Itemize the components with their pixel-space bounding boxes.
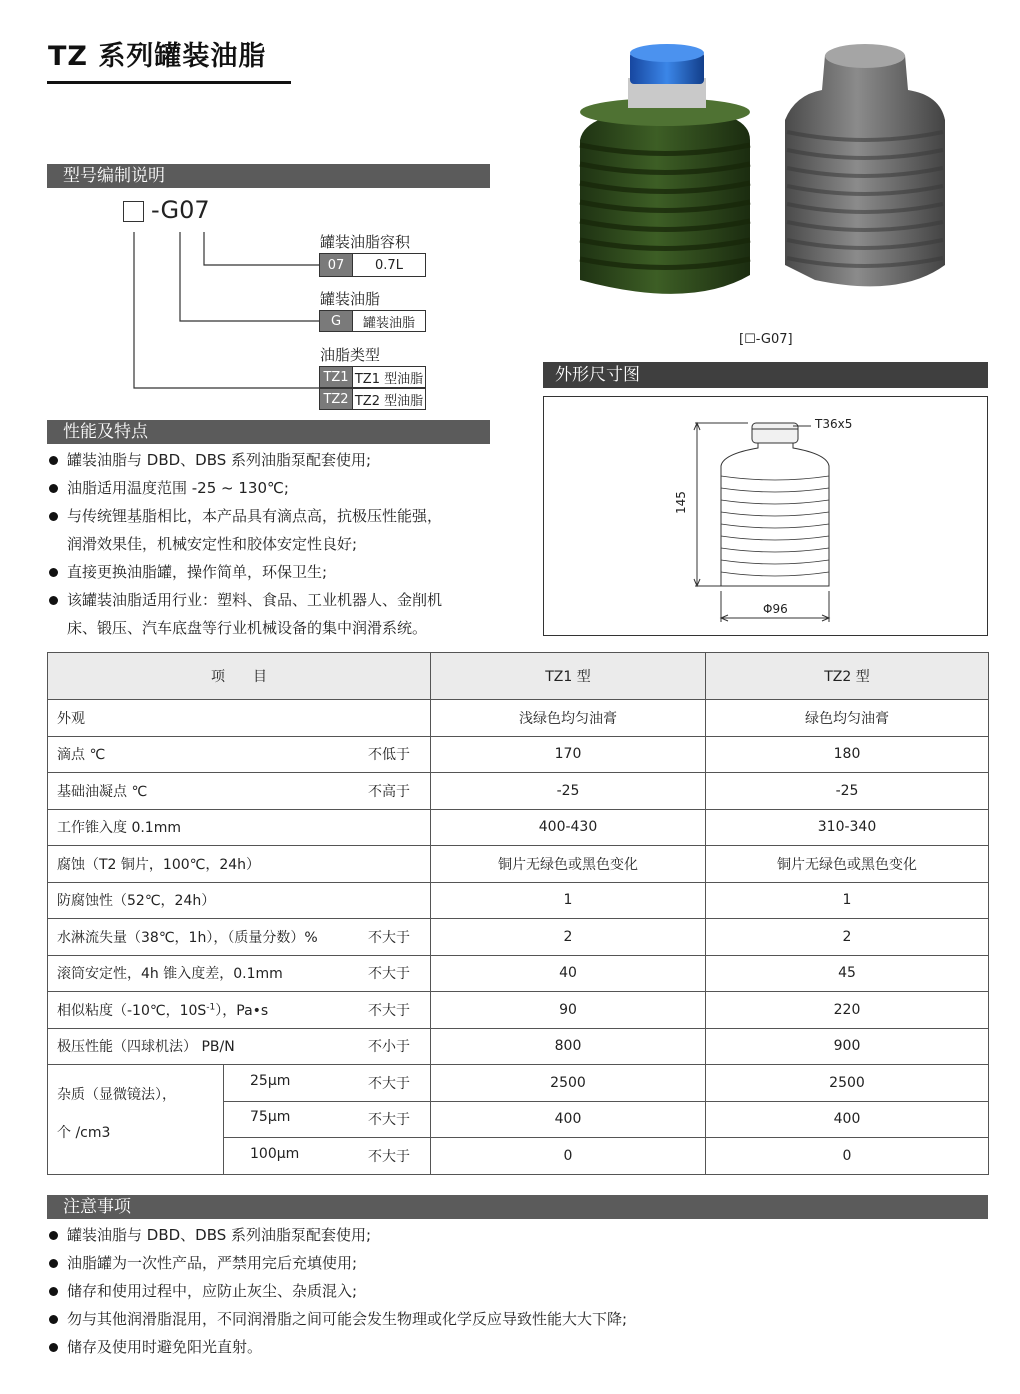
feature-item: 罐装油脂与 DBD、DBS 系列油脂泵配套使用;: [47, 446, 507, 474]
green-grease-can: [580, 78, 750, 294]
product-photo: [570, 40, 970, 310]
tz2-value: 180: [706, 736, 989, 773]
product-caption: [☐-G07]: [739, 332, 793, 347]
thread-label: T36x5: [815, 417, 853, 431]
tz2-value: 铜片无绿色或黑色变化: [706, 846, 989, 883]
impurity-label: 杂质（显微镜法）， 个 /cm3: [48, 1065, 224, 1175]
tz2-value: -25: [706, 773, 989, 810]
spec-table: [47, 652, 989, 1175]
tz1-value: -25: [431, 773, 706, 810]
tz1-value: 1: [431, 882, 706, 919]
row-item: 滴点 ℃ 不低于: [48, 736, 431, 773]
dimension-drawing: [543, 396, 988, 636]
row-item: 外观: [48, 700, 431, 737]
table-header-row: [48, 653, 989, 700]
note-item: 罐装油脂与 DBD、DBS 系列油脂泵配套使用;: [47, 1221, 988, 1249]
tz2-value: 绿色均匀油膏: [706, 700, 989, 737]
type-value: TZ2 型油脂: [353, 389, 425, 409]
header-tz1: TZ1 型: [431, 653, 706, 700]
height-label: 145: [674, 491, 688, 514]
leader-volume: [204, 232, 320, 265]
grey-grease-can: [785, 44, 945, 286]
leader-grease: [180, 232, 320, 321]
table-row: [48, 919, 989, 956]
row-item: 水淋流失量（38℃，1h），（质量分数）% 不大于: [48, 919, 431, 956]
header-item: 项 目: [48, 653, 431, 700]
tz2-value: 900: [706, 1028, 989, 1065]
type-value: TZ1 型油脂: [353, 367, 425, 387]
feature-item: 直接更换油脂罐，操作简单，环保卫生;: [47, 558, 507, 586]
impurity-size: 75μm 不大于: [224, 1101, 431, 1138]
dimension-heading: 外形尺寸图: [543, 362, 988, 388]
feature-item-continuation: 床、锻压、汽车底盘等行业机械设备的集中润滑系统。: [67, 619, 428, 637]
type-label: 油脂类型: [320, 346, 381, 364]
tz1-value: 2: [431, 919, 706, 956]
row-item: 工作锥入度 0.1mm: [48, 809, 431, 846]
volume-label: 罐装油脂容积: [320, 233, 411, 251]
row-item: 基础油凝点 ℃ 不高于: [48, 773, 431, 810]
tz1-value: 400: [431, 1101, 706, 1138]
tz2-value: 0: [706, 1138, 989, 1175]
features-heading: 性能及特点: [47, 420, 490, 444]
tz2-value: 400: [706, 1101, 989, 1138]
table-row: [48, 1065, 989, 1102]
note-item: 储存和使用过程中，应防止灰尘、杂质混入;: [47, 1277, 988, 1305]
feature-item: 该罐装油脂适用行业：塑料、食品、工业机器人、金削机: [47, 586, 507, 614]
table-row: [48, 882, 989, 919]
impurity-size: 25μm 不大于: [224, 1065, 431, 1102]
tz1-value: 400-430: [431, 809, 706, 846]
impurity-size: 100μm 不大于: [224, 1138, 431, 1175]
feature-item-continuation: 润滑效果佳，机械安定性和胶体安定性良好;: [67, 535, 358, 553]
grease-row: [319, 310, 426, 332]
tz1-value: 0: [431, 1138, 706, 1175]
volume-key: 07: [320, 254, 353, 276]
table-row: [48, 992, 989, 1029]
notes-list: [47, 1221, 988, 1361]
tz1-value: 170: [431, 736, 706, 773]
volume-row: [319, 253, 426, 277]
row-item: 相似粘度（-10℃，$10S^{-1}$），Pa•s 不大于: [48, 992, 431, 1029]
grease-label: 罐装油脂: [320, 290, 381, 308]
table-row: [48, 955, 989, 992]
note-item: 勿与其他润滑脂混用，不同润滑脂之间可能会发生物理或化学反应导致性能大大下降;: [47, 1305, 988, 1333]
row-item: 极压性能（四球机法） PB/N 不小于: [48, 1028, 431, 1065]
blue-cap: [630, 44, 704, 84]
header-tz2: TZ2 型: [706, 653, 989, 700]
grease-key: G: [320, 311, 353, 331]
note-item: 储存及使用时避免阳光直射。: [47, 1333, 988, 1361]
tz1-value: 90: [431, 992, 706, 1029]
feature-item: 与传统锂基脂相比，本产品具有滴点高，抗极压性能强，: [47, 502, 507, 530]
notes-heading: 注意事项: [47, 1195, 988, 1219]
volume-value: 0.7L: [353, 254, 425, 276]
type-row-tz2: [319, 388, 426, 410]
tz2-value: 1: [706, 882, 989, 919]
row-item: 防腐蚀性（52℃，24h）: [48, 882, 431, 919]
tz2-value: 2500: [706, 1065, 989, 1102]
table-row: [48, 846, 989, 883]
type-key: TZ1: [320, 367, 353, 387]
table-row: [48, 773, 989, 810]
row-item: 腐蚀（T2 铜片，100℃，24h）: [48, 846, 431, 883]
feature-item: 油脂适用温度范围 -25 ~ 130℃;: [47, 474, 507, 502]
diameter-label: Φ96: [763, 602, 788, 616]
type-key: TZ2: [320, 389, 353, 409]
code-suffix: -G07: [151, 196, 210, 224]
table-row: [48, 1028, 989, 1065]
tz1-value: 40: [431, 955, 706, 992]
tz2-value: 220: [706, 992, 989, 1029]
tz1-value: 800: [431, 1028, 706, 1065]
table-row: [48, 700, 989, 737]
type-row-tz1: [319, 366, 426, 388]
tz2-value: 45: [706, 955, 989, 992]
tz2-value: 2: [706, 919, 989, 956]
page-title: TZ 系列罐装油脂: [48, 41, 267, 72]
row-item: 滚筒安定性，4h 锥入度差，0.1mm 不大于: [48, 955, 431, 992]
tz1-value: 浅绿色均匀油膏: [431, 700, 706, 737]
tz2-value: 310-340: [706, 809, 989, 846]
table-row: [48, 736, 989, 773]
table-row: [48, 809, 989, 846]
features-list: [47, 446, 507, 642]
grease-value: 罐装油脂: [353, 311, 425, 331]
tz1-value: 铜片无绿色或黑色变化: [431, 846, 706, 883]
note-item: 油脂罐为一次性产品，严禁用完后充填使用;: [47, 1249, 988, 1277]
model-section-heading: 型号编制说明: [47, 164, 490, 188]
tz1-value: 2500: [431, 1065, 706, 1102]
leader-type: [134, 232, 320, 388]
